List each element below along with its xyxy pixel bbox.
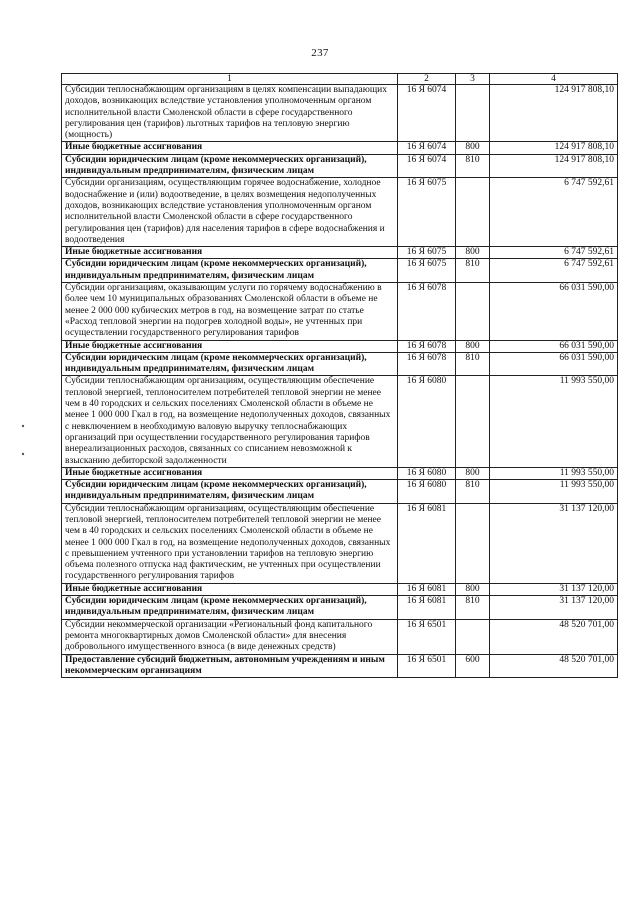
row-expense-type: [456, 376, 490, 467]
row-target-code: 16 Я 6075: [398, 178, 456, 247]
row-target-code: 16 Я 6081: [398, 503, 456, 583]
row-expense-type: 600: [456, 654, 490, 678]
row-expense-type: [456, 619, 490, 654]
table-row: [62, 154, 618, 178]
row-target-code: 16 Я 6080: [398, 376, 456, 467]
table-row: [62, 259, 618, 283]
row-amount: 124 917 808,10: [490, 154, 618, 178]
row-description: Иные бюджетные ассигнования: [62, 142, 398, 154]
row-target-code: 16 Я 6501: [398, 619, 456, 654]
row-description: Субсидии организациям, оказывающим услуги по горячему водоснабжению в более чем 10 муниципальных образованиях Смоленской области в объеме не менее 2 000 000 кубических метров в год, на возмещение затрат по статье «Расход тепловой энергии на подогрев холодной воды», не учтенных при осуществлении государственного регулирования тарифов: [62, 283, 398, 340]
row-amount: 124 917 808,10: [490, 142, 618, 154]
row-expense-type: 810: [456, 480, 490, 504]
table-row: [62, 480, 618, 504]
table-row: [62, 503, 618, 583]
row-description: Субсидии некоммерческой организации «Региональный фонд капитального ремонта многоквартирных домов Смоленской области» для внесения добровольного имущественного взноса (в виде денежных средств): [62, 619, 398, 654]
row-amount: 48 520 701,00: [490, 619, 618, 654]
row-expense-type: 810: [456, 596, 490, 620]
row-description: Субсидии юридическим лицам (кроме некоммерческих организаций), индивидуальным предпринимателям, физическим лицам: [62, 154, 398, 178]
row-description: Иные бюджетные ассигнования: [62, 340, 398, 352]
row-description: Иные бюджетные ассигнования: [62, 467, 398, 479]
row-description: Предоставление субсидий бюджетным, автономным учреждениям и иным некоммерческим организациям: [62, 654, 398, 678]
row-description: Субсидии теплоснабжающим организациям, осуществляющим обеспечение тепловой энергией, теплоносителем потребителей тепловой энергии не менее чем в 40 городских и сельских поселениях Смоленской области в объеме не менее 1 000 000 Гкал в год, на возмещение недополученных доходов, связанных с невключением в необходимую валовую выручку теплоснабжающих организаций при осуществлении государственного регулирования тарифов внереализационных расходов, связанных со списанием невозможной к взысканию дебиторской задолженности: [62, 376, 398, 467]
row-description: Субсидии теплоснабжающим организациям в целях компенсации выпадающих доходов, возникающих вследствие установления уполномоченным органом исполнительной власти Смоленской области в сфере государственного регулирования цен (тарифов) льготных тарифов на тепловую энергию (мощность): [62, 85, 398, 142]
row-amount: 11 993 550,00: [490, 376, 618, 467]
table-row: [62, 247, 618, 259]
table-row: [62, 352, 618, 376]
row-amount: 31 137 120,00: [490, 503, 618, 583]
row-expense-type: 810: [456, 154, 490, 178]
table-row: [62, 583, 618, 595]
row-description: Иные бюджетные ассигнования: [62, 583, 398, 595]
row-description: Субсидии юридическим лицам (кроме некоммерческих организаций), индивидуальным предпринимателям, физическим лицам: [62, 596, 398, 620]
row-expense-type: 800: [456, 142, 490, 154]
budget-table: [61, 73, 618, 678]
row-amount: 6 747 592,61: [490, 178, 618, 247]
row-target-code: 16 Я 6078: [398, 352, 456, 376]
table-row: [62, 619, 618, 654]
table-row: [62, 142, 618, 154]
table-row: [62, 376, 618, 467]
row-amount: 31 137 120,00: [490, 596, 618, 620]
row-amount: 66 031 590,00: [490, 352, 618, 376]
row-description: Субсидии теплоснабжающим организациям, осуществляющим обеспечение тепловой энергией, теплоносителем потребителей тепловой энергии не менее чем в 40 городских и сельских поселениях Смоленской области в объеме не менее 1 000 000 Гкал в год, на возмещение недополученных доходов, связанных с превышением учтенного при установлении тарифов на тепловую энергию объема полезного отпуска над фактическим, не учтенных при осуществлении государственного регулирования тарифов: [62, 503, 398, 583]
row-amount: 48 520 701,00: [490, 654, 618, 678]
row-expense-type: 800: [456, 467, 490, 479]
row-target-code: 16 Я 6078: [398, 340, 456, 352]
row-description: Субсидии юридическим лицам (кроме некоммерческих организаций), индивидуальным предпринимателям, физическим лицам: [62, 480, 398, 504]
row-target-code: 16 Я 6080: [398, 480, 456, 504]
table-row: [62, 654, 618, 678]
row-expense-type: 800: [456, 583, 490, 595]
row-amount: 11 993 550,00: [490, 467, 618, 479]
row-expense-type: 800: [456, 340, 490, 352]
row-expense-type: [456, 283, 490, 340]
row-expense-type: 810: [456, 259, 490, 283]
column-header-description: 1: [62, 74, 398, 85]
table-row: [62, 340, 618, 352]
row-amount: 11 993 550,00: [490, 480, 618, 504]
row-target-code: 16 Я 6501: [398, 654, 456, 678]
page-number: 237: [311, 47, 329, 59]
row-target-code: 16 Я 6081: [398, 583, 456, 595]
row-expense-type: 810: [456, 352, 490, 376]
row-target-code: 16 Я 6080: [398, 467, 456, 479]
row-target-code: 16 Я 6075: [398, 247, 456, 259]
row-expense-type: [456, 503, 490, 583]
row-target-code: 16 Я 6081: [398, 596, 456, 620]
row-target-code: 16 Я 6075: [398, 259, 456, 283]
table-row: [62, 596, 618, 620]
row-target-code: 16 Я 6074: [398, 142, 456, 154]
row-expense-type: [456, 85, 490, 142]
binding-mark: [18, 420, 28, 460]
header-row: [62, 74, 618, 85]
row-description: Иные бюджетные ассигнования: [62, 247, 398, 259]
row-amount: 66 031 590,00: [490, 340, 618, 352]
row-target-code: 16 Я 6074: [398, 154, 456, 178]
row-target-code: 16 Я 6074: [398, 85, 456, 142]
row-description: Субсидии юридическим лицам (кроме некоммерческих организаций), индивидуальным предпринимателям, физическим лицам: [62, 352, 398, 376]
column-header-amount: 4: [490, 74, 618, 85]
row-expense-type: [456, 178, 490, 247]
row-amount: 66 031 590,00: [490, 283, 618, 340]
row-target-code: 16 Я 6078: [398, 283, 456, 340]
table-row: [62, 178, 618, 247]
table-row: [62, 85, 618, 142]
row-expense-type: 800: [456, 247, 490, 259]
row-amount: 124 917 808,10: [490, 85, 618, 142]
row-amount: 31 137 120,00: [490, 583, 618, 595]
row-description: Субсидии юридическим лицам (кроме некоммерческих организаций), индивидуальным предпринимателям, физическим лицам: [62, 259, 398, 283]
column-header-target-code: 2: [398, 74, 456, 85]
row-description: Субсидии организациям, осуществляющим горячее водоснабжение, холодное водоснабжение и (или) водоотведение, в целях возмещения недополученных доходов, возникающих вследствие установления уполномоченным органом исполнительной власти Смоленской области в сфере государственного регулирования цен (тарифов) для населения тарифов в сфере водоснабжения и водоотведения: [62, 178, 398, 247]
table-row: [62, 467, 618, 479]
row-amount: 6 747 592,61: [490, 247, 618, 259]
column-header-expense-type: 3: [456, 74, 490, 85]
table-row: [62, 283, 618, 340]
row-amount: 6 747 592,61: [490, 259, 618, 283]
